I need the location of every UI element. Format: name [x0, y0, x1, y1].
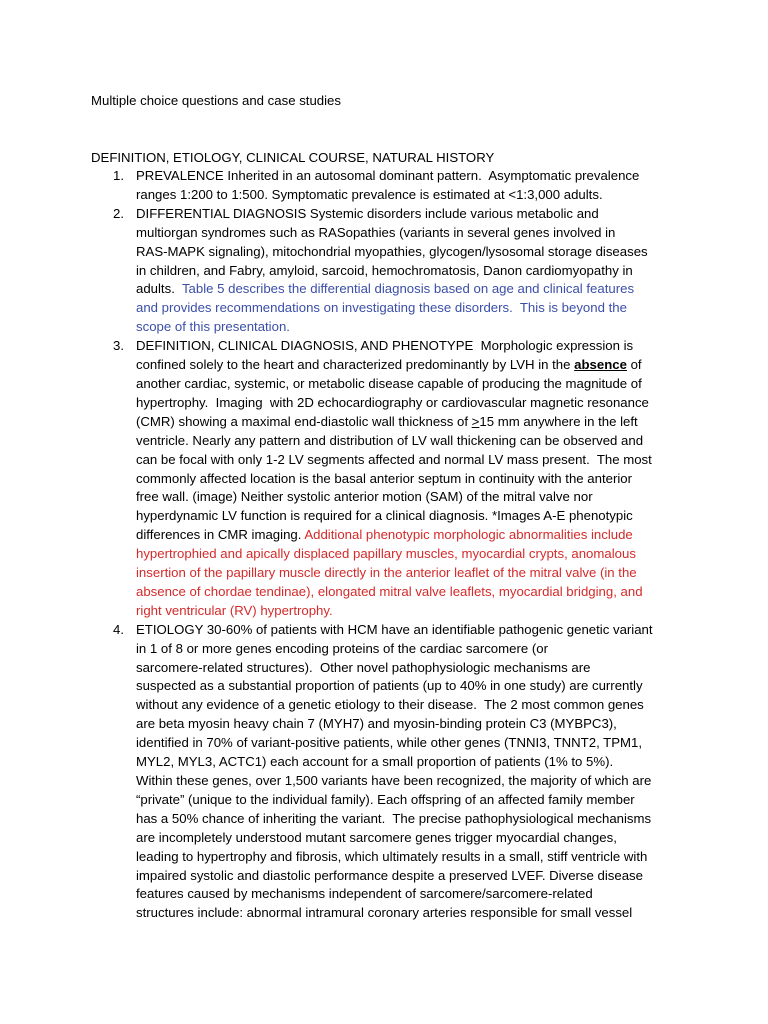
- list-item: [91, 205, 691, 337]
- text-line: [136, 791, 691, 810]
- text-run: 15 mm anywhere in the left: [479, 413, 638, 429]
- list-item-text: [136, 337, 691, 621]
- text-line: [136, 772, 691, 791]
- text-line: [136, 867, 691, 886]
- text-run-red: absence of chordae tendinae), elongated mitral valve leaflets, myocardial bridging, and: [136, 583, 643, 599]
- text-line: [136, 696, 691, 715]
- text-run: features caused by mechanisms independent of sarcomere/sarcomere-related: [136, 886, 593, 902]
- text-run: are beta myosin heavy chain 7 (MYH7) and myosin-binding protein C3 (MYBPC3),: [136, 716, 617, 732]
- text-line: [136, 280, 691, 299]
- text-run: structures include: abnormal intramural coronary arteries responsible for small vessel: [136, 905, 633, 921]
- text-line: [136, 470, 691, 489]
- text-line: [136, 337, 691, 356]
- text-run: identified in 70% of variant-positive patients, while other genes (TNNI3, TNNT2, TPM1,: [136, 735, 642, 751]
- text-run: sarcomere-related structures). Other novel pathophysiologic mechanisms are: [136, 659, 591, 675]
- text-run: commonly affected location is the basal anterior septum in continuity with the anterior: [136, 470, 633, 486]
- list-item-text: [136, 167, 691, 205]
- text-run: can be focal with only 1-2 LV segments affected and normal LV mass present. The most: [136, 451, 652, 467]
- list-item-number: 4.: [113, 621, 124, 637]
- text-run: has a 50% chance of inheriting the variant. The precise pathophysiological mechanisms: [136, 810, 652, 826]
- text-run: suspected as a substantial proportion of patients (up to 40% in one study) are currently: [136, 678, 643, 694]
- text-line: [136, 451, 691, 470]
- text-line: [136, 564, 691, 583]
- text-run: without any evidence of a genetic etiology to their disease. The 2 most common genes: [136, 697, 644, 713]
- text-run-red: insertion of the papillary muscle directly in the anterior leaflet of the mitral valve (in the: [136, 565, 637, 581]
- text-line: [136, 583, 691, 602]
- text-line: [136, 904, 691, 923]
- text-run-u: >: [471, 413, 480, 429]
- text-run: PREVALENCE Inherited in an autosomal dominant pattern. Asymptomatic prevalence: [136, 168, 640, 183]
- text-line: [136, 375, 691, 394]
- text-line: [136, 224, 691, 243]
- text-line: [136, 299, 691, 318]
- text-run: MYL2, MYL3, ACTC1) each account for a small proportion of patients (1% to 5%).: [136, 754, 614, 770]
- list-item-number: 1.: [113, 168, 124, 183]
- text-line: [136, 413, 691, 432]
- text-run: of: [626, 357, 642, 373]
- text-line: [136, 205, 691, 224]
- text-line: [136, 810, 691, 829]
- text-line: [136, 507, 691, 526]
- text-line: [136, 186, 691, 205]
- text-run: ETIOLOGY 30-60% of patients with HCM have an identifiable pathogenic genetic variant: [136, 621, 653, 637]
- text-line: [136, 356, 691, 375]
- text-line: [136, 526, 691, 545]
- list-item: [91, 337, 691, 621]
- text-run-red: hypertrophied and apically displaced papillary muscles, myocardial crypts, anomalous: [136, 546, 636, 562]
- list-item-text: [136, 621, 691, 924]
- text-line: [136, 432, 691, 451]
- text-line: [136, 640, 691, 659]
- text-run: (CMR) showing a maximal end-diastolic wall thickness of: [136, 413, 472, 429]
- section-heading: DEFINITION, ETIOLOGY, CLINICAL COURSE, NATURAL HISTORY: [91, 150, 495, 165]
- text-run: ventricle. Nearly any pattern and distribution of LV wall thickening can be observed and: [136, 432, 644, 448]
- text-line: [136, 167, 691, 186]
- text-run: Within these genes, over 1,500 variants have been recognized, the majority of which are: [136, 773, 652, 788]
- text-run: ranges 1:200 to 1:500. Symptomatic prevalence is estimated at <1:3,000 adults.: [136, 186, 603, 202]
- text-line: [136, 621, 691, 640]
- text-line: [136, 715, 691, 734]
- list-item: [91, 167, 691, 205]
- text-run-red: Additional phenotypic morphologic abnormalities include: [304, 527, 633, 543]
- text-line: [136, 262, 691, 281]
- text-line: [136, 602, 691, 621]
- text-run: differences in CMR imaging.: [136, 527, 305, 543]
- text-run-blue: Table 5 describes the differential diagnosis based on age and clinical features: [178, 281, 635, 297]
- numbered-list: [91, 167, 691, 923]
- text-line: [136, 848, 691, 867]
- text-run: hypertrophy. Imaging with 2D echocardiography or cardiovascular magnetic resonance: [136, 394, 649, 410]
- text-line: [136, 394, 691, 413]
- list-item: [91, 621, 691, 924]
- text-run: another cardiac, systemic, or metabolic disease capable of producing the magnitude of: [136, 375, 642, 391]
- text-run: “private” (unique to the individual family). Each offspring of an affected family member: [136, 791, 635, 807]
- text-run: RAS-MAPK signaling), mitochondrial myopathies, glycogen/lysosomal storage diseases: [136, 243, 648, 259]
- text-run: impaired systolic and diastolic performance despite a preserved LVEF. Diverse disease: [136, 867, 643, 883]
- list-item-number: 2.: [113, 205, 124, 221]
- text-line: [136, 318, 691, 337]
- text-run-bold-u: absence: [574, 357, 627, 373]
- text-run-blue: and provides recommendations on investigating these disorders. This is beyond the: [136, 300, 627, 316]
- list-item-text: [136, 205, 691, 337]
- text-line: [136, 545, 691, 564]
- text-line: [136, 753, 691, 772]
- text-run-blue: scope of this presentation.: [136, 319, 290, 335]
- text-run: multiorgan syndromes such as RASopathies (variants in several genes involved in: [136, 224, 616, 240]
- list-item-number: 3.: [113, 338, 124, 354]
- text-run: DIFFERENTIAL DIAGNOSIS Systemic disorders include various metabolic and: [136, 205, 599, 221]
- text-line: [136, 734, 691, 753]
- text-run: DEFINITION, CLINICAL DIAGNOSIS, AND PHENOTYPE Morphologic expression is: [136, 338, 634, 354]
- text-run: are incompletely understood mutant sarcomere genes trigger myocardial changes,: [136, 829, 617, 845]
- text-run: in 1 of 8 or more genes encoding proteins of the cardiac sarcomere (or: [136, 640, 548, 656]
- text-run-red: right ventricular (RV) hypertrophy.: [136, 602, 333, 618]
- text-line: [136, 677, 691, 696]
- text-run: hyperdynamic LV function is required for a clinical diagnosis. *Images A-E phenotypic: [136, 508, 633, 524]
- text-line: [136, 488, 691, 507]
- text-line: [136, 243, 691, 262]
- text-line: [136, 885, 691, 904]
- text-line: [136, 829, 691, 848]
- text-line: [136, 659, 691, 678]
- text-run: leading to hypertrophy and fibrosis, which ultimately results in a small, stiff ventricle with: [136, 848, 648, 864]
- text-run: in children, and Fabry, amyloid, sarcoid, hemochromatosis, Danon cardiomyopathy in: [136, 262, 633, 278]
- document-title: Multiple choice questions and case studies: [91, 93, 341, 108]
- text-run: confined solely to the heart and characterized predominantly by LVH in the: [136, 357, 575, 373]
- text-run: free wall. (image) Neither systolic anterior motion (SAM) of the mitral valve nor: [136, 489, 593, 505]
- text-run: adults.: [136, 281, 179, 297]
